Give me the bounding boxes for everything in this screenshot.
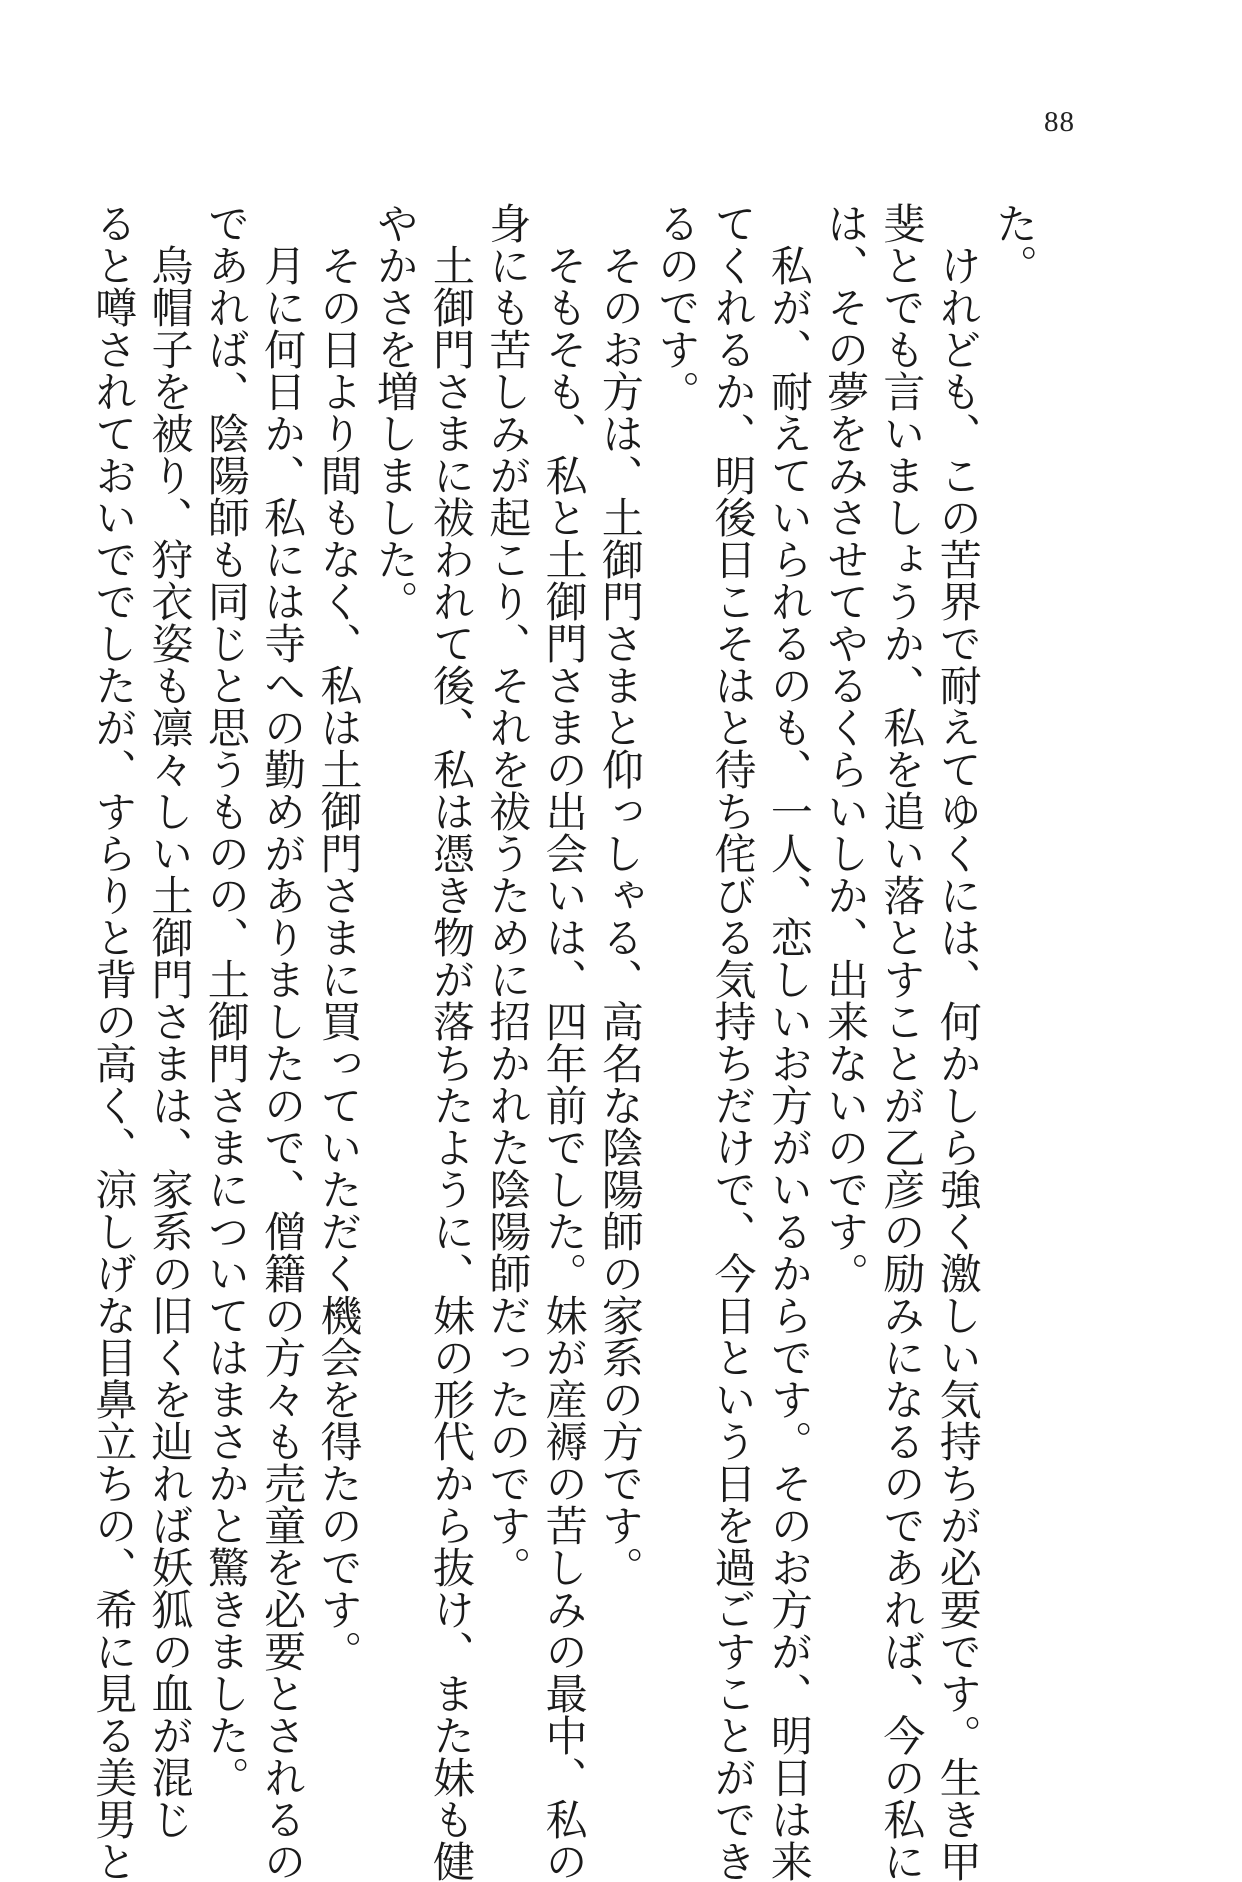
- text-line: 土御門さまに祓われて後、私は憑き物が落ちたように、妹の形代から抜け、また妹も健: [427, 244, 477, 1882]
- text-line: そもそも、私と土御門さまの出会いは、四年前でした。妹が産褥の苦しみの最中、私の: [539, 244, 589, 1882]
- text-line: ると噂されておいででしたが、すらりと背の高く、涼しげな目鼻立ちの、希に見る美男と: [89, 202, 139, 1882]
- vertical-text-body: [89, 202, 1042, 1882]
- text-line: そのお方は、土御門さまと仰っしゃる、高名な陰陽師の家系の方です。: [595, 244, 645, 1588]
- text-line: 月に何日か、私には寺への勤めがありましたので、僧籍の方々も売童を必要とされるの: [258, 244, 308, 1882]
- text-line: てくれるか、明後日こそはと待ち侘びる気持ちだけで、今日という日を過ごすことができ: [708, 202, 758, 1882]
- text-line: 烏帽子を被り、狩衣姿も凛々しい土御門さまは、家系の旧くを辿れば妖狐の血が混じ: [145, 244, 195, 1840]
- text-line: 身にも苦しみが起こり、それを祓うために招かれた陰陽師だったのです。: [483, 202, 533, 1588]
- text-line: た。: [990, 202, 1039, 286]
- text-line: けれども、この苦界で耐えてゆくには、何かしら強く激しい気持ちが必要です。生き甲: [933, 244, 983, 1882]
- text-line: は、その夢をみさせてやるくらいしか、出来ないのです。: [821, 202, 871, 1294]
- text-line: であれば、陰陽師も同じと思うものの、土御門さまについてはまさかと驚きました。: [201, 202, 251, 1798]
- text-line: やかさを増しました。: [370, 202, 420, 622]
- text-line: るのです。: [652, 202, 702, 412]
- text-line: 斐とでも言いましょうか、私を追い落とすことが乙彦の励みになるのであれば、今の私に: [877, 202, 927, 1882]
- text-line: その日より間もなく、私は土御門さまに買っていただく機会を得たのです。: [314, 244, 364, 1672]
- text-line: 私が、耐えていられるのも、一人、恋しいお方がいるからです。そのお方が、明日は来: [764, 244, 814, 1882]
- page-number: 88: [1044, 106, 1075, 138]
